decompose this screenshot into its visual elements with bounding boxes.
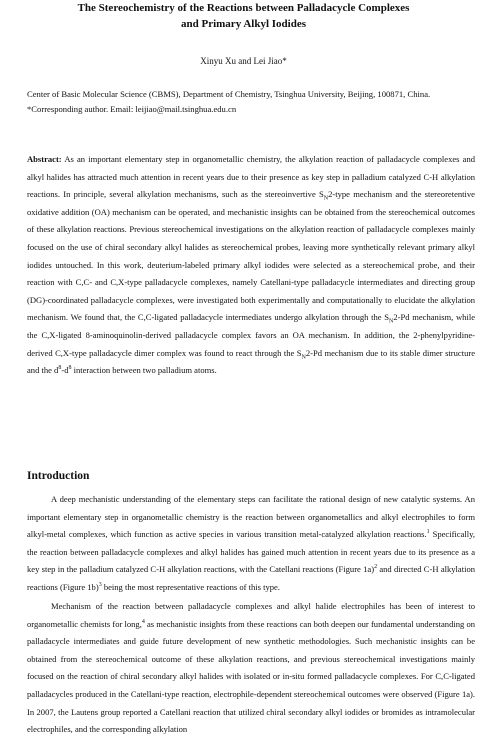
- abstract-text-3: 2-Pd mechanism, while the C,X-ligated 8-aminoquinolin-derived palladacycle complex favors an OA mechanism. In addition, the 2-phenylpyridine-derived C,X-type palladacycle dimer complex was found to react through the S: [27, 312, 475, 358]
- abstract-subscript-1: N: [323, 195, 329, 202]
- intro-p2-text-a: Mechanism of the reaction between palladacycle complexes and alkyl halide electrophiles has been of interest to organometallic chemists for long,: [27, 601, 475, 629]
- abstract-superscript-1: 8: [58, 365, 62, 372]
- abstract-text-4: 2-Pd mechanism due to its stable dimer structure and the d: [27, 347, 475, 376]
- intro-p2-text-b: as mechanistic insights from these reactions can both deepen our fundamental understanding on palladacycle intermediates and guide future development of new synthetic methodologies. Such mechanistic insights can be obtained from the stereochemical outcome of these alkylation reactions, and previous stereochemical investigations mainly focused on the reaction of chiral secondary alkyl halides with isolated or in-situ formed palladacycle complexes. For C,C-ligated palladacycles produced in the Catellani-type reaction, electrophile-dependent stereochemical outcomes were observed (Figure 1a). In 2007, the Lautens group reported a Catellani reaction that utilized chiral secondary alkyl iodides or bromides as intramolecular electrophiles, and the corresponding alkylation: [27, 618, 475, 735]
- reference-3: 3: [98, 582, 102, 589]
- intro-p1-text-d: being the most representative reactions of this type.: [101, 581, 280, 592]
- abstract-text-5: -d: [61, 365, 69, 376]
- abstract-text-6: interaction between two palladium atoms.: [71, 365, 217, 376]
- abstract-text-1: As an important elementary step in organometallic chemistry, the alkylation reaction of palladacycle complexes and alkyl halides has attracted much attention in recent years due to their presence as key step in palladium catalyzed C-H alkylation reactions. In principle, several alkylation mechanisms, such as the stereoinvertive S: [27, 154, 475, 200]
- intro-p1-text-a: A deep mechanistic understanding of the elementary steps can facilitate the rational design of new catalytic systems. An important elementary step in organometallic chemistry is the reaction between organometallics and alkyl electrophiles to form alkyl-metal complexes, which function as active species in various transition metal-catalyzed alkylation reactions.: [27, 494, 475, 540]
- paper-title: [0, 0, 487, 32]
- intro-p1-text-c: and directed C-H alkylation reactions (Figure 1b): [27, 564, 475, 592]
- reference-1: 1: [426, 529, 430, 536]
- abstract-label: Abstract:: [27, 154, 62, 164]
- reference-4: 4: [141, 618, 145, 625]
- affiliation-block: [27, 87, 487, 117]
- abstract-subscript-2: N: [389, 319, 394, 326]
- author-list: Xinyu Xu and Lei Jiao*: [200, 56, 287, 66]
- title-line-1: The Stereochemistry of the Reactions between Palladacycle Complexes: [77, 2, 410, 14]
- introduction-heading: Introduction: [27, 470, 90, 482]
- intro-p1-text-b: Specifically, the reaction between palladacycle complexes and alkyl halides has gained much attention in recent years due to its presence as a key step in the palladium catalyzed C-H alkylation reactions, with the Catellani reactions (Figure 1a): [27, 529, 475, 575]
- corresponding-author-line: *Corresponding author. Email: leijiao@mail.tsinghua.edu.cn: [27, 104, 237, 114]
- introduction-paragraph-1: [27, 491, 475, 597]
- abstract-subscript-3: N: [301, 354, 306, 361]
- introduction-paragraph-2: [27, 598, 475, 739]
- abstract-paragraph: [27, 151, 475, 380]
- abstract-superscript-2: 8: [68, 365, 72, 372]
- affiliation-line: Center of Basic Molecular Science (CBMS), Department of Chemistry, Tsinghua University, Beijing, 100871, China.: [27, 89, 431, 99]
- reference-2: 2: [374, 564, 378, 571]
- title-line-2: and Primary Alkyl Iodides: [181, 18, 306, 30]
- abstract-text-2: 2-type mechanism and the stereoretentive oxidative addition (OA) mechanism can be operated, and mechanistic insights can be obtained from the stereochemical outcomes of these alkylation reactions. Previous stereochemical investigations on the alkylation reaction of palladacycle complexes mainly focused on the use of chiral secondary alkyl halides as stereochemical probes, leaving more synthetically relevant primary alkyl iodides untouched. In this work, deuterium-labeled primary alkyl iodides were selected as a stereochemical probe, and their reaction with C,C- and C,X-type palladacycle complexes, namely Catellani-type palladacycle intermediates and directing group (DG)-coordinated palladacycle complexes, were investigated both experimentally and computationally to elucidate the alkylation mechanism. We found that, the C,C-ligated palladacycle intermediates undergo alkylation through the S: [27, 189, 475, 323]
